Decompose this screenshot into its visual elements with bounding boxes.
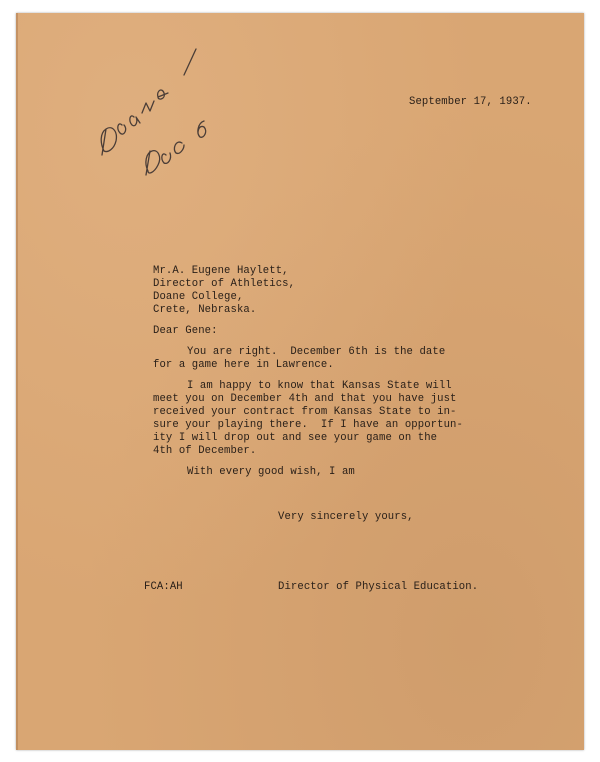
complimentary-close: Very sincerely yours, bbox=[278, 511, 414, 523]
recipient-title: Director of Athletics, bbox=[153, 278, 296, 290]
paragraph-1-line-1: You are right. December 6th is the date bbox=[187, 346, 446, 358]
paragraph-1-line-2: for a game here in Lawrence. bbox=[153, 359, 334, 371]
paragraph-2-line-1: I am happy to know that Kansas State will bbox=[187, 380, 452, 392]
paragraph-2-line-4: sure your playing there. If I have an opportun- bbox=[153, 419, 463, 431]
handwritten-annotation bbox=[86, 33, 216, 183]
paper-edge bbox=[16, 13, 18, 750]
paragraph-2-line-3: received your contract from Kansas State to in- bbox=[153, 406, 457, 418]
recipient-name: Mr.A. Eugene Haylett, bbox=[153, 265, 289, 277]
letter-sheet bbox=[16, 13, 584, 750]
typist-initials: FCA:AH bbox=[144, 581, 183, 593]
paragraph-2-line-6: 4th of December. bbox=[153, 445, 257, 457]
signature-title: Director of Physical Education. bbox=[278, 581, 479, 593]
paragraph-2-line-2: meet you on December 4th and that you have just bbox=[153, 393, 457, 405]
recipient-organization: Doane College, bbox=[153, 291, 244, 303]
recipient-location: Crete, Nebraska. bbox=[153, 304, 257, 316]
closing-wish: With every good wish, I am bbox=[187, 466, 355, 478]
paragraph-2-line-5: ity I will drop out and see your game on the bbox=[153, 432, 438, 444]
letter-date: September 17, 1937. bbox=[409, 96, 532, 108]
salutation: Dear Gene: bbox=[153, 325, 218, 337]
